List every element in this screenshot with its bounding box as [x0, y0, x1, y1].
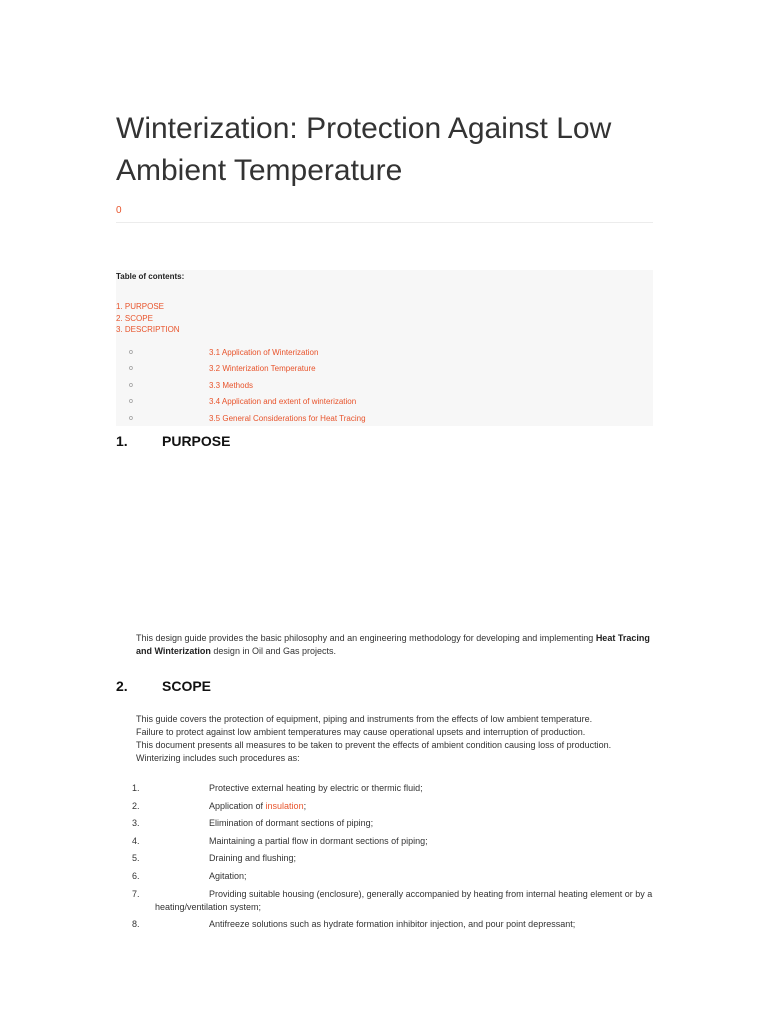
list-item-text: Draining and flushing;	[209, 853, 297, 864]
list-item	[116, 835, 653, 848]
section-number: 2.	[116, 678, 128, 694]
list-item-number: 4.	[132, 835, 140, 846]
list-item-text: Agitation;	[209, 870, 247, 881]
toc-link-methods[interactable]: 3.3 Methods	[209, 380, 254, 390]
title-divider	[116, 222, 653, 223]
toc-link-purpose[interactable]: 1. PURPOSE	[116, 302, 165, 311]
table-of-contents	[116, 270, 653, 426]
purpose-text-end: design in Oil and Gas projects.	[210, 646, 336, 656]
toc-sub-panel	[124, 340, 653, 426]
section-number: 1.	[116, 433, 128, 449]
toc-link-winterization-temperature[interactable]: 3.2 Winterization Temperature	[209, 364, 316, 374]
circle-bullet-icon: o	[129, 381, 133, 389]
list-item	[116, 782, 653, 795]
toc-main-list	[116, 301, 180, 336]
list-item	[116, 870, 653, 883]
toc-link-heat-tracing-considerations[interactable]: 3.5 General Considerations for Heat Tracing	[209, 413, 366, 423]
scope-line: Winterizing includes such procedures as:	[136, 753, 300, 763]
section-label: SCOPE	[162, 678, 212, 694]
toc-heading: Table of contents:	[116, 272, 185, 281]
list-item-number: 5.	[132, 853, 140, 864]
purpose-text-bold: Heat Tracing and Winterization	[136, 633, 650, 656]
scope-line: This guide covers the protection of equipment, piping and instruments from the effects of low ambient temperature.	[136, 714, 593, 724]
list-item-number: 3.	[132, 818, 140, 829]
list-item	[116, 800, 653, 813]
purpose-text-start: This design guide provides the basic philosophy and an engineering methodology for developing and implementing	[136, 633, 596, 643]
list-item-number: 8.	[132, 919, 140, 930]
list-item-text: Elimination of dormant sections of piping;	[209, 818, 374, 829]
comment-count-link[interactable]: 0	[116, 205, 122, 216]
list-item	[116, 817, 653, 830]
scope-line: Failure to protect against low ambient temperatures may cause operational upsets and interruption of production.	[136, 727, 586, 737]
list-item-text-end: ;	[303, 800, 307, 811]
circle-bullet-icon: o	[129, 414, 133, 422]
insulation-link[interactable]: insulation	[265, 800, 304, 811]
toc-link-application-and-extent[interactable]: 3.4 Application and extent of winterization	[209, 397, 357, 407]
scope-line: This document presents all measures to be taken to prevent the effects of ambient condition causing loss of production.	[136, 740, 612, 750]
list-item-text	[116, 800, 653, 813]
list-item-text: Maintaining a partial flow in dormant sections of piping;	[209, 835, 428, 846]
scope-paragraph	[136, 713, 656, 765]
list-item-text-start: Application of	[209, 800, 266, 811]
list-item	[116, 852, 653, 865]
circle-bullet-icon: o	[129, 398, 133, 406]
list-item-text: Providing suitable housing (enclosure), generally accompanied by heating from internal heating element or by a heating/ventilation system;	[155, 888, 653, 912]
article-title: Winterization: Protection Against Low Ambient Temperature	[116, 112, 612, 187]
list-item-number: 2.	[132, 800, 140, 811]
toc-link-description[interactable]: 3. DESCRIPTION	[116, 325, 180, 334]
section-label: PURPOSE	[162, 433, 231, 449]
toc-link-application-of-winterization[interactable]: 3.1 Application of Winterization	[209, 348, 319, 357]
list-item-number: 1.	[132, 783, 140, 793]
winterizing-procedures-list	[116, 782, 653, 936]
purpose-paragraph	[136, 632, 656, 658]
circle-bullet-icon: o	[129, 365, 133, 373]
list-item	[116, 918, 653, 931]
list-item-text: Antifreeze solutions such as hydrate formation inhibitor injection, and pour point depressant;	[209, 919, 576, 930]
circle-bullet-icon: o	[129, 349, 133, 356]
list-item	[116, 888, 653, 914]
list-item-text: Protective external heating by electric or thermic fluid;	[209, 783, 423, 793]
list-item-number: 7.	[132, 888, 140, 899]
list-item-number: 6.	[132, 870, 140, 881]
toc-link-scope[interactable]: 2. SCOPE	[116, 313, 153, 323]
